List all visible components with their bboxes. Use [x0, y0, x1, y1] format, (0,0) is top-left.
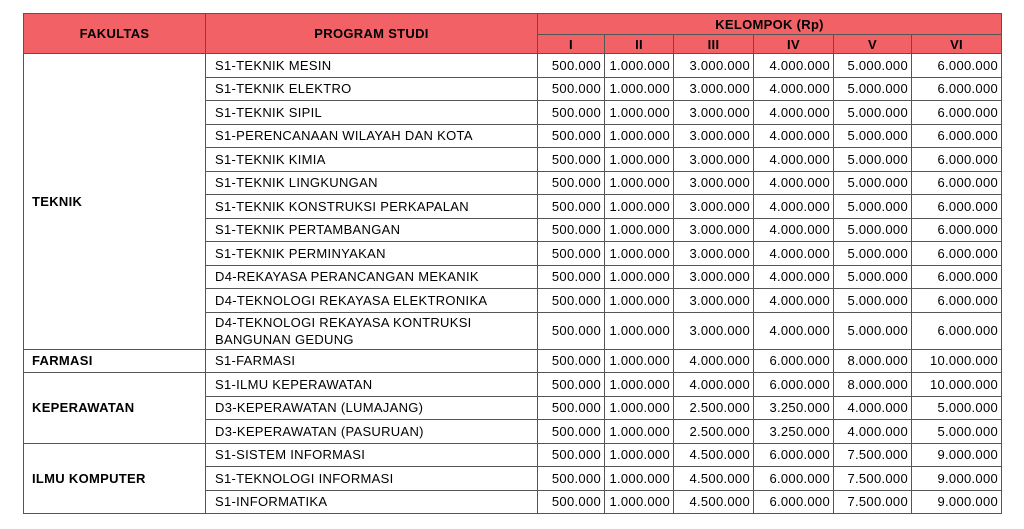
fee-cell: 6.000.000	[912, 54, 1002, 78]
fee-cell: 1.000.000	[605, 312, 674, 349]
fee-table-container	[23, 13, 1001, 514]
fee-cell: 500.000	[538, 242, 605, 266]
fee-cell: 5.000.000	[912, 420, 1002, 444]
fee-cell: 1.000.000	[605, 443, 674, 467]
faculty-cell: TEKNIK	[24, 54, 206, 350]
fee-cell: 1.000.000	[605, 171, 674, 195]
fee-cell: 9.000.000	[912, 490, 1002, 514]
fee-cell: 6.000.000	[912, 218, 1002, 242]
header-program-studi: PROGRAM STUDI	[206, 14, 538, 54]
program-cell: S1-TEKNIK KIMIA	[206, 148, 538, 172]
fee-cell: 7.500.000	[834, 443, 912, 467]
fee-cell: 5.000.000	[834, 242, 912, 266]
header-group-v: V	[834, 35, 912, 54]
fee-cell: 3.000.000	[674, 171, 754, 195]
program-cell: S1-INFORMATIKA	[206, 490, 538, 514]
program-cell: S1-TEKNIK KONSTRUKSI PERKAPALAN	[206, 195, 538, 219]
fee-cell: 5.000.000	[834, 171, 912, 195]
program-cell: S1-TEKNIK SIPIL	[206, 101, 538, 125]
fee-cell: 3.250.000	[754, 396, 834, 420]
fee-cell: 4.000.000	[754, 195, 834, 219]
program-cell: D3-KEPERAWATAN (LUMAJANG)	[206, 396, 538, 420]
fee-cell: 1.000.000	[605, 124, 674, 148]
fee-cell: 1.000.000	[605, 195, 674, 219]
fee-cell: 8.000.000	[834, 373, 912, 397]
program-cell: S1-PERENCANAAN WILAYAH DAN KOTA	[206, 124, 538, 148]
fee-cell: 5.000.000	[912, 396, 1002, 420]
fee-cell: 1.000.000	[605, 420, 674, 444]
faculty-cell: ILMU KOMPUTER	[24, 443, 206, 514]
program-cell: S1-TEKNIK LINGKUNGAN	[206, 171, 538, 195]
fee-cell: 3.000.000	[674, 124, 754, 148]
fee-cell: 5.000.000	[834, 195, 912, 219]
fee-cell: 500.000	[538, 373, 605, 397]
fee-cell: 1.000.000	[605, 349, 674, 373]
fee-cell: 3.000.000	[674, 195, 754, 219]
fee-cell: 6.000.000	[754, 490, 834, 514]
fee-cell: 4.000.000	[754, 124, 834, 148]
fee-cell: 4.000.000	[834, 420, 912, 444]
fee-cell: 500.000	[538, 54, 605, 78]
program-cell: S1-SISTEM INFORMASI	[206, 443, 538, 467]
fee-cell: 1.000.000	[605, 490, 674, 514]
fee-cell: 4.000.000	[754, 148, 834, 172]
fee-cell: 4.000.000	[674, 373, 754, 397]
table-row	[24, 54, 1002, 78]
header-group-iv: IV	[754, 35, 834, 54]
fee-cell: 6.000.000	[912, 124, 1002, 148]
fee-cell: 1.000.000	[605, 242, 674, 266]
fee-cell: 2.500.000	[674, 420, 754, 444]
fee-cell: 5.000.000	[834, 124, 912, 148]
header-group-ii: II	[605, 35, 674, 54]
fee-cell: 4.000.000	[754, 242, 834, 266]
fee-cell: 10.000.000	[912, 349, 1002, 373]
program-cell: D4-REKAYASA PERANCANGAN MEKANIK	[206, 265, 538, 289]
fee-cell: 3.000.000	[674, 77, 754, 101]
fee-cell: 4.000.000	[754, 218, 834, 242]
fee-cell: 4.000.000	[754, 101, 834, 125]
fee-cell: 6.000.000	[912, 171, 1002, 195]
program-cell: S1-TEKNIK ELEKTRO	[206, 77, 538, 101]
fee-cell: 6.000.000	[754, 443, 834, 467]
header-group-i: I	[538, 35, 605, 54]
fee-table	[23, 13, 1002, 514]
fee-cell: 500.000	[538, 77, 605, 101]
program-cell: S1-TEKNIK PERMINYAKAN	[206, 242, 538, 266]
fee-cell: 6.000.000	[912, 265, 1002, 289]
fee-cell: 5.000.000	[834, 265, 912, 289]
fee-cell: 6.000.000	[912, 242, 1002, 266]
fee-cell: 9.000.000	[912, 467, 1002, 491]
faculty-cell: KEPERAWATAN	[24, 373, 206, 444]
fee-cell: 3.250.000	[754, 420, 834, 444]
program-cell: S1-TEKNIK PERTAMBANGAN	[206, 218, 538, 242]
fee-cell: 8.000.000	[834, 349, 912, 373]
fee-cell: 1.000.000	[605, 467, 674, 491]
fee-cell: 5.000.000	[834, 218, 912, 242]
fee-cell: 3.000.000	[674, 54, 754, 78]
fee-cell: 5.000.000	[834, 77, 912, 101]
program-cell: S1-TEKNOLOGI INFORMASI	[206, 467, 538, 491]
header-group-iii: III	[674, 35, 754, 54]
fee-cell: 1.000.000	[605, 265, 674, 289]
program-cell: D4-TEKNOLOGI REKAYASA ELEKTRONIKA	[206, 289, 538, 313]
fee-cell: 6.000.000	[912, 101, 1002, 125]
fee-cell: 500.000	[538, 396, 605, 420]
fee-cell: 500.000	[538, 218, 605, 242]
table-row	[24, 373, 1002, 397]
header-kelompok: KELOMPOK (Rp)	[538, 14, 1002, 35]
fee-cell: 9.000.000	[912, 443, 1002, 467]
program-cell: S1-ILMU KEPERAWATAN	[206, 373, 538, 397]
fee-cell: 6.000.000	[912, 289, 1002, 313]
fee-cell: 4.000.000	[834, 396, 912, 420]
fee-cell: 500.000	[538, 443, 605, 467]
fee-cell: 4.000.000	[754, 289, 834, 313]
fee-cell: 500.000	[538, 124, 605, 148]
fee-cell: 5.000.000	[834, 54, 912, 78]
fee-cell: 500.000	[538, 467, 605, 491]
fee-cell: 4.000.000	[674, 349, 754, 373]
fee-cell: 5.000.000	[834, 289, 912, 313]
fee-cell: 4.000.000	[754, 171, 834, 195]
fee-cell: 1.000.000	[605, 396, 674, 420]
fee-cell: 6.000.000	[912, 148, 1002, 172]
fee-cell: 500.000	[538, 420, 605, 444]
fee-cell: 1.000.000	[605, 148, 674, 172]
fee-cell: 4.500.000	[674, 443, 754, 467]
program-cell: D4-TEKNOLOGI REKAYASA KONTRUKSI BANGUNAN GEDUNG	[206, 312, 538, 349]
fee-cell: 500.000	[538, 101, 605, 125]
fee-cell: 1.000.000	[605, 77, 674, 101]
faculty-cell: FARMASI	[24, 349, 206, 373]
fee-cell: 500.000	[538, 265, 605, 289]
fee-cell: 4.000.000	[754, 312, 834, 349]
table-body	[24, 54, 1002, 514]
fee-cell: 3.000.000	[674, 242, 754, 266]
fee-cell: 2.500.000	[674, 396, 754, 420]
fee-cell: 10.000.000	[912, 373, 1002, 397]
fee-cell: 5.000.000	[834, 101, 912, 125]
fee-cell: 3.000.000	[674, 101, 754, 125]
fee-cell: 5.000.000	[834, 312, 912, 349]
fee-cell: 1.000.000	[605, 218, 674, 242]
fee-cell: 7.500.000	[834, 490, 912, 514]
fee-cell: 5.000.000	[834, 148, 912, 172]
program-cell: S1-TEKNIK MESIN	[206, 54, 538, 78]
fee-cell: 6.000.000	[754, 467, 834, 491]
header-group-vi: VI	[912, 35, 1002, 54]
fee-cell: 500.000	[538, 195, 605, 219]
fee-cell: 1.000.000	[605, 54, 674, 78]
fee-cell: 6.000.000	[912, 77, 1002, 101]
fee-cell: 500.000	[538, 312, 605, 349]
fee-cell: 3.000.000	[674, 289, 754, 313]
fee-cell: 7.500.000	[834, 467, 912, 491]
fee-cell: 4.000.000	[754, 77, 834, 101]
fee-cell: 4.500.000	[674, 490, 754, 514]
fee-cell: 3.000.000	[674, 265, 754, 289]
fee-cell: 500.000	[538, 148, 605, 172]
table-row	[24, 349, 1002, 373]
fee-cell: 1.000.000	[605, 101, 674, 125]
fee-cell: 6.000.000	[754, 349, 834, 373]
fee-cell: 6.000.000	[912, 195, 1002, 219]
fee-cell: 500.000	[538, 349, 605, 373]
fee-cell: 1.000.000	[605, 373, 674, 397]
fee-cell: 500.000	[538, 289, 605, 313]
table-header	[24, 14, 1002, 54]
fee-cell: 4.500.000	[674, 467, 754, 491]
fee-cell: 500.000	[538, 171, 605, 195]
table-row	[24, 443, 1002, 467]
fee-cell: 1.000.000	[605, 289, 674, 313]
fee-cell: 6.000.000	[912, 312, 1002, 349]
fee-cell: 500.000	[538, 490, 605, 514]
program-cell: D3-KEPERAWATAN (PASURUAN)	[206, 420, 538, 444]
program-cell: S1-FARMASI	[206, 349, 538, 373]
fee-cell: 6.000.000	[754, 373, 834, 397]
fee-cell: 3.000.000	[674, 148, 754, 172]
fee-cell: 3.000.000	[674, 218, 754, 242]
fee-cell: 4.000.000	[754, 265, 834, 289]
fee-cell: 4.000.000	[754, 54, 834, 78]
header-fakultas: FAKULTAS	[24, 14, 206, 54]
fee-cell: 3.000.000	[674, 312, 754, 349]
